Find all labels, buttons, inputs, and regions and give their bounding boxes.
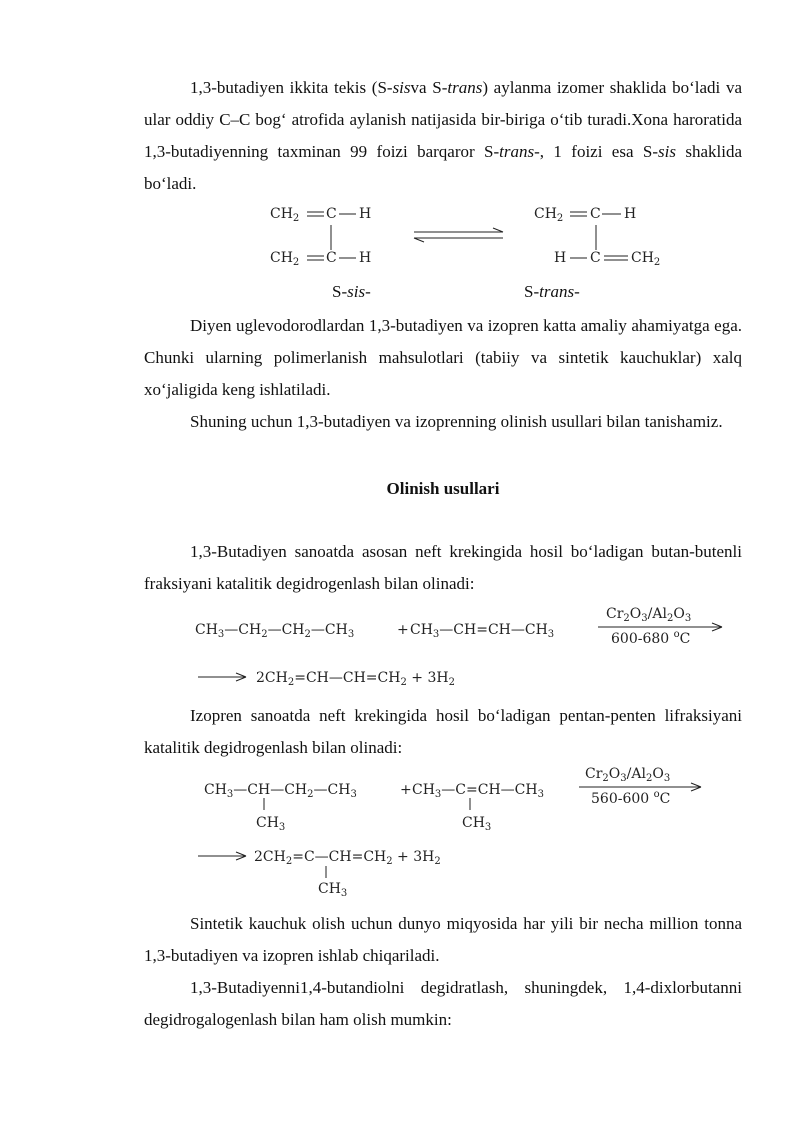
butadiene-production-paragraph: 1,3-Butadiyen sanoatda asosan neft krekingida hosil bo‘ladigan butan-butenli fraksiyani katalitik degidrogenlash bilan olinadi: bbox=[144, 542, 742, 593]
p1-text-a: 1,3-butadiyen ikkita tekis (S- bbox=[190, 78, 393, 97]
section-heading: Olinish usullari bbox=[386, 479, 500, 498]
cis-c-bottom: C bbox=[326, 250, 337, 266]
trans-c-top: C bbox=[590, 206, 601, 222]
p1-italic-sis: sis bbox=[392, 78, 411, 97]
p1-text-c: va S- bbox=[410, 78, 448, 97]
cis-ch2-top: $CH_2$ bbox=[270, 206, 300, 224]
p1-italic-trans-2: trans bbox=[499, 142, 535, 161]
reaction2-catalyst: $Cr_2O_3/Al_2O_3$ bbox=[585, 766, 671, 784]
trans-ch2-top: $CH_2$ bbox=[534, 206, 564, 224]
label-s-trans: S-trans- bbox=[524, 282, 580, 301]
trans-ch2-bottom: $CH_2$ bbox=[631, 250, 661, 268]
reaction2-reactant2-branch: $CH_3$ bbox=[462, 815, 492, 833]
p1-text-g: -, 1 foizi esa S- bbox=[534, 142, 659, 161]
cis-h-bottom: H bbox=[359, 250, 372, 266]
reaction2-product-branch: $CH_3$ bbox=[318, 881, 348, 899]
p1-italic-sis-2: sis bbox=[658, 142, 676, 161]
label-s-cis: S-sis- bbox=[332, 282, 371, 301]
reaction1-product: $2CH_2=CH—CH=CH_2 + 3H_2$ bbox=[256, 670, 455, 688]
reaction1-reactant2: $CH_3—CH=CH—CH_3$ bbox=[410, 622, 555, 640]
reaction2-conditions: 560-600 $^o$C bbox=[591, 789, 671, 807]
alternative-methods-paragraph: 1,3-Butadiyenni1,4-butandiolni degidratlash, shuningdek, 1,4-dixlorbutanni degidrogalogenlash bilan ham olish mumkin: bbox=[144, 978, 742, 1029]
reaction1-conditions: 600-680 $^o$C bbox=[611, 629, 691, 647]
trans-c-bottom: C bbox=[590, 250, 601, 266]
cis-c-top: C bbox=[326, 206, 337, 222]
trans-h-top: H bbox=[624, 206, 637, 222]
reaction1-catalyst: $Cr_2O_3/Al_2O_3$ bbox=[606, 606, 692, 624]
p1-text-e: ) aylanma izomer shaklida bo‘ladi va ular oddiy C–C bog‘ atrofida aylanish natijasida bir-biriga o‘tib turadi.Xona haroratida 1,3-butadiyenning taxminan 99 foizi barqaror S- bbox=[144, 78, 742, 161]
reaction1-plus: + bbox=[397, 622, 409, 638]
reaction2-product: $2CH_2=C—CH=CH_2 + 3H_2$ bbox=[254, 849, 441, 867]
intro-methods-paragraph: Shuning uchun 1,3-butadiyen va izoprenning olinish usullari bilan tanishamiz. bbox=[190, 412, 723, 431]
p1-italic-trans: trans bbox=[447, 78, 483, 97]
reaction1-reactant1: $CH_3—CH_2—CH_2—CH_3$ bbox=[195, 622, 355, 640]
reaction2-plus: + bbox=[400, 782, 412, 798]
reaction2-reactant2: $CH_3—C=CH—CH_3$ bbox=[412, 782, 544, 800]
production-scale-paragraph: Sintetik kauchuk olish uchun dunyo miqyosida har yili bir necha million tonna 1,3-butadiyen va izopren ishlab chiqariladi. bbox=[144, 914, 742, 965]
diene-importance-paragraph: Diyen uglevodorodlardan 1,3-butadiyen va izopren katta amaliy ahamiyatga ega. Chunki ularning polimerlanish mahsulotlari (tabiiy va sintetik kauchuklar) xalq xo‘jaligida keng ishlatiladi. bbox=[144, 316, 742, 399]
p1-text-i: shaklida bo‘ladi. bbox=[144, 142, 743, 193]
cis-h-top: H bbox=[359, 206, 372, 222]
reaction2-reactant1-branch: $CH_3$ bbox=[256, 815, 286, 833]
isoprene-production-paragraph: Izopren sanoatda neft krekingida hosil bo‘ladigan pentan-penten lifraksiyani katalitik degidrogenlash bilan olinadi: bbox=[144, 706, 742, 757]
reaction2-reactant1: $CH_3—CH—CH_2—CH_3$ bbox=[204, 782, 357, 800]
cis-ch2-bottom: $CH_2$ bbox=[270, 250, 300, 268]
trans-h-bottom: H bbox=[554, 250, 567, 266]
